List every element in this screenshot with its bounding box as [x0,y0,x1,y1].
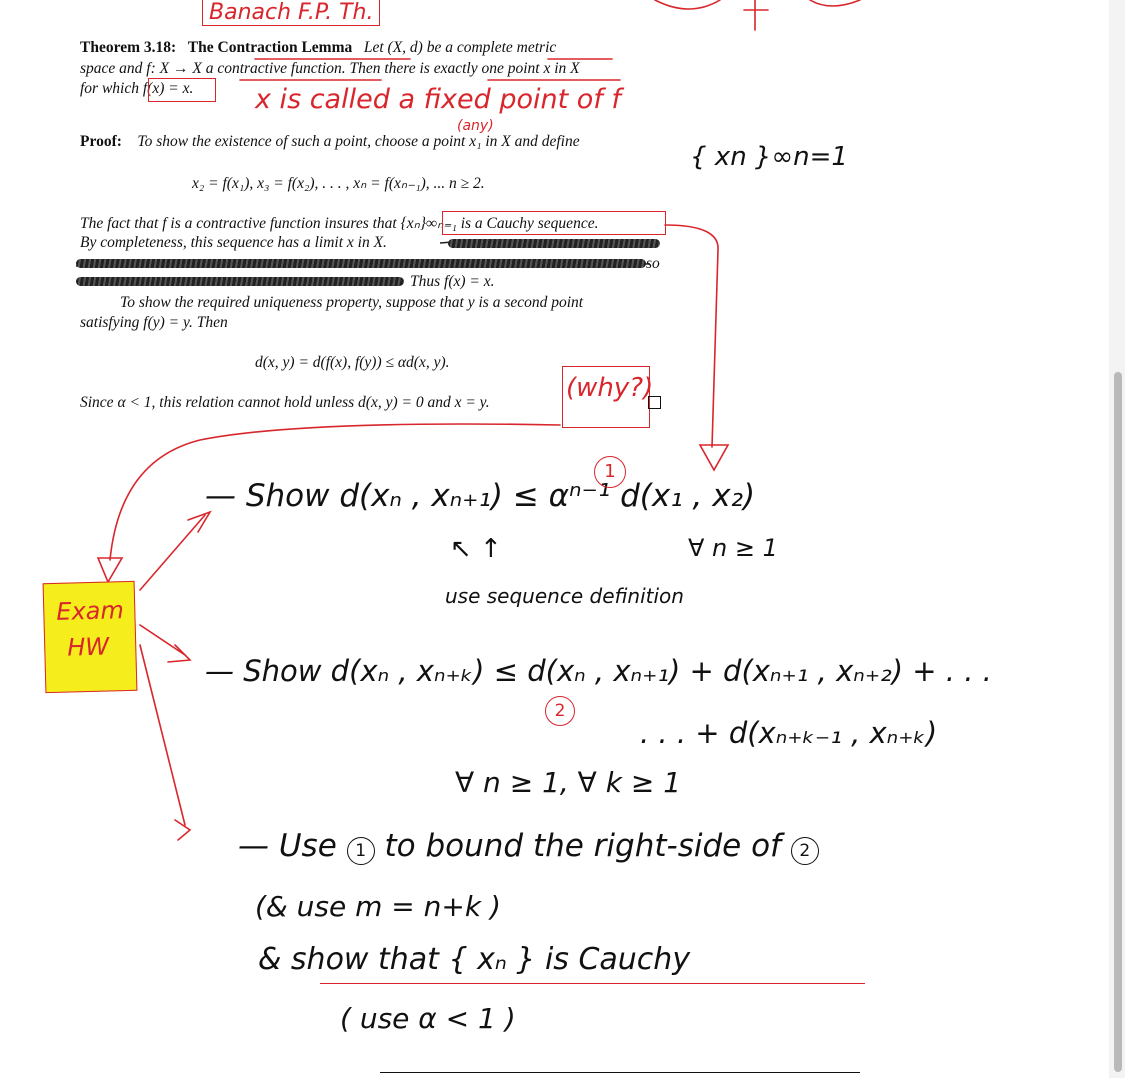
bottom-stroke [380,1072,860,1073]
sequence-definition: x₂ = f(x₁), x₃ = f(x₂), . . . , xₙ = f(xₙ₋₁), ... n ≥ 2. [192,175,485,192]
step-3-substitution: (& use m = n+k ) [255,890,501,923]
exam-hw-badge [43,581,138,693]
conclusion: Since α < 1, this relation cannot hold unless d(x, y) = 0 and x = y. [80,394,490,411]
step-2-dash: — [205,654,244,688]
step-1-dash: — [205,478,246,514]
fixed-point-note: x is called a fixed point of f [255,84,621,115]
scribble-out-2 [76,259,646,268]
proof-text-1: To show the existence of such a point, choose a point x₁ in X and define [137,133,580,150]
theorem-text-1: Let (X, d) be a complete metric [363,39,557,56]
step-3-dash: — [238,828,279,864]
step-2-text: Show d(xₙ , xₙ₊ₖ) ≤ d(xₙ , xₙ₊₁) + d(xₙ₊₁ , xₙ₊₂) + . . . [243,654,992,688]
so-word: so [646,255,660,272]
scribble-out-1 [448,239,660,248]
uniqueness-line-1: To show the required uniqueness property, suppose that y is a second point [120,294,584,311]
circle-2: 2 [545,696,575,726]
fx-equals-x-box [148,78,216,102]
step-1-text: Show d(xₙ , xₙ₊₁) ≤ αⁿ⁻¹ d(x₁ , x₂) [245,478,756,514]
proof-line-1 [80,133,580,151]
inequality: d(x, y) = d(f(x), f(y)) ≤ αd(x, y). [255,354,450,371]
any-note: (any) [457,118,494,134]
step-3-text: to bound the right-side of [384,828,781,864]
theorem-line-1 [80,39,556,57]
cauchy-box [442,211,666,235]
theorem-line-2: space and f: X → X a contractive function. Then there is exactly one point x in X [80,60,580,77]
scrollbar-thumb[interactable] [1114,372,1122,1072]
step-1-forall: ∀ n ≥ 1 [688,534,778,562]
handwritten-title: Banach F.P. Th. [202,0,380,26]
step-1 [205,478,755,514]
cauchy-line-2: By completeness, this sequence has a limit x in X. [80,234,387,251]
why-note: (why?) [566,373,654,403]
proof-label: Proof: [80,133,122,150]
thus-line: Thus f(x) = x. [410,273,495,290]
cauchy-line-1: The fact that f is a contractive function insures that {xₙ}∞ₙ₌₁ is a Cauchy sequence. [80,215,599,232]
vertical-scrollbar[interactable] [1109,0,1125,1078]
circle-1: 1 [594,456,626,488]
theorem-title: The Contraction Lemma [187,39,353,56]
step-3-circle-2: 2 [791,837,819,865]
step-1-hint: use sequence definition [445,584,684,608]
theorem-label: Theorem 3.18: [80,39,177,56]
top-f-mark [744,0,768,30]
step-3-cauchy: & show that { xₙ } is Cauchy [258,942,691,977]
step-2-continued: . . . + d(xₙ₊ₖ₋₁ , xₙ₊ₖ) [640,716,938,750]
hw-label: HW [66,632,110,662]
uniqueness-line-2: satisfying f(y) = y. Then [80,314,228,331]
scribble-out-3 [76,277,404,286]
step-3-circle-1: 1 [347,837,375,865]
step-2 [205,654,992,688]
top-curve-right [810,0,860,6]
step-3-alpha: ( use α < 1 ) [340,1002,516,1035]
step-2-forall: ∀ n ≥ 1, ∀ k ≥ 1 [455,766,682,799]
step-3-use: Use [278,828,337,864]
top-curve-left [655,0,720,9]
step-3 [238,828,819,865]
step-1-arrows: ↖ ↑ [450,534,502,564]
sequence-note: { xn }∞n=1 [690,142,848,172]
exam-label: Exam [55,596,125,626]
qed-square [648,396,661,409]
theorem-line-3: for which f(x) = x. [80,80,194,97]
cauchy-underline [320,983,865,984]
